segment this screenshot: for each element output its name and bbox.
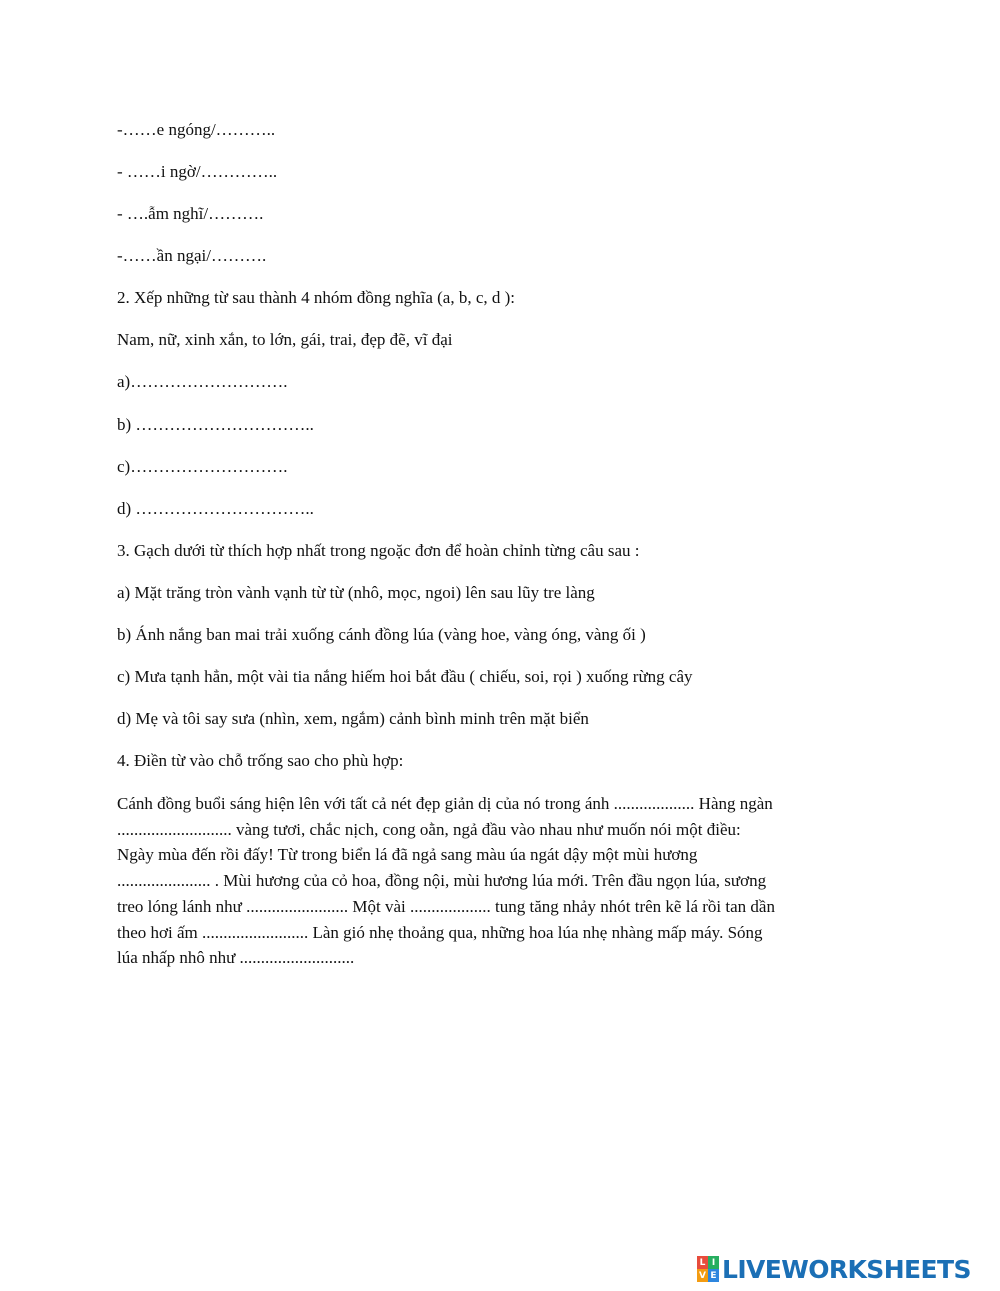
exercise-2-group-b: b) ………………………….. (117, 415, 314, 434)
logo-mark-icon (697, 1256, 719, 1282)
exercise-2-group-c: c)………………………. (117, 457, 288, 476)
exercise-3-sentence-b: b) Ánh nắng ban mai trải xuống cánh đồng lúa (vàng hoe, vàng óng, vàng ối ) (117, 625, 646, 644)
exercise-2-title: 2. Xếp những từ sau thành 4 nhóm đồng nghĩa (a, b, c, d ): (117, 288, 516, 307)
paragraph-line: Ngày mùa đến rồi đấy! Từ trong biển lá đã ngả sang màu úa ngát dậy một mùi hương (117, 845, 698, 865)
exercise-3-sentence-d: d) Mẹ và tôi say sưa (nhìn, xem, ngắm) cảnh bình minh trên mặt biển (117, 709, 589, 728)
logo-letter: I (708, 1256, 719, 1269)
exercise-4-paragraph (117, 791, 887, 971)
logo-letter: V (697, 1269, 708, 1282)
exercise-1-item-1: -……e ngóng/……….. (117, 120, 276, 139)
exercise-2-group-a: a)………………………. (117, 372, 288, 391)
logo-letter: L (697, 1256, 708, 1269)
paragraph-line: theo hơi ấm ......................... Làn gió nhẹ thoảng qua, những hoa lúa nhẹ nhàng mấp máy. Sóng (117, 922, 763, 942)
exercise-4-title: 4. Điền từ vào chỗ trống sao cho phù hợp: (117, 751, 404, 770)
paragraph-line: treo lóng lánh như ........................ Một vài ................... tung tăng nhảy nhót trên kẽ lá rồi tan dần (117, 896, 775, 916)
exercise-3-title: 3. Gạch dưới từ thích hợp nhất trong ngoặc đơn để hoàn chỉnh từng câu sau : (117, 541, 640, 560)
paragraph-line: ........................... vàng tươi, chắc nịch, cong oằn, ngả đầu vào nhau như muốn nói một điều: (117, 819, 741, 839)
logo-text: LIVEWORKSHEETS (722, 1254, 971, 1284)
exercise-3-sentence-a: a) Mặt trăng tròn vành vạnh từ từ (nhô, mọc, ngoi) lên sau lũy tre làng (117, 583, 595, 602)
exercise-2-group-d: d) ………………………….. (117, 499, 314, 518)
paragraph-line: lúa nhấp nhô như ........................... (117, 948, 355, 968)
liveworksheets-logo (697, 1254, 971, 1284)
exercise-1-item-3: - ….ẫm nghĩ/………. (117, 204, 264, 223)
exercise-2-word-list: Nam, nữ, xinh xắn, to lớn, gái, trai, đẹp đẽ, vĩ đại (117, 330, 453, 349)
exercise-3-sentence-c: c) Mưa tạnh hẳn, một vài tia nắng hiếm hoi bắt đầu ( chiếu, soi, rọi ) xuống rừng cây (117, 667, 693, 686)
logo-letter: E (708, 1269, 719, 1282)
exercise-1-item-2: - ……i ngờ/………….. (117, 162, 278, 181)
exercise-1-item-4: -……ần ngại/………. (117, 246, 267, 265)
paragraph-line: ...................... . Mùi hương của cỏ hoa, đồng nội, mùi hương lúa mới. Trên đầu ngọn lúa, sương (117, 871, 767, 891)
paragraph-line: Cánh đồng buổi sáng hiện lên với tất cả nét đẹp giản dị của nó trong ánh ................... Hàng ngàn (117, 794, 773, 813)
